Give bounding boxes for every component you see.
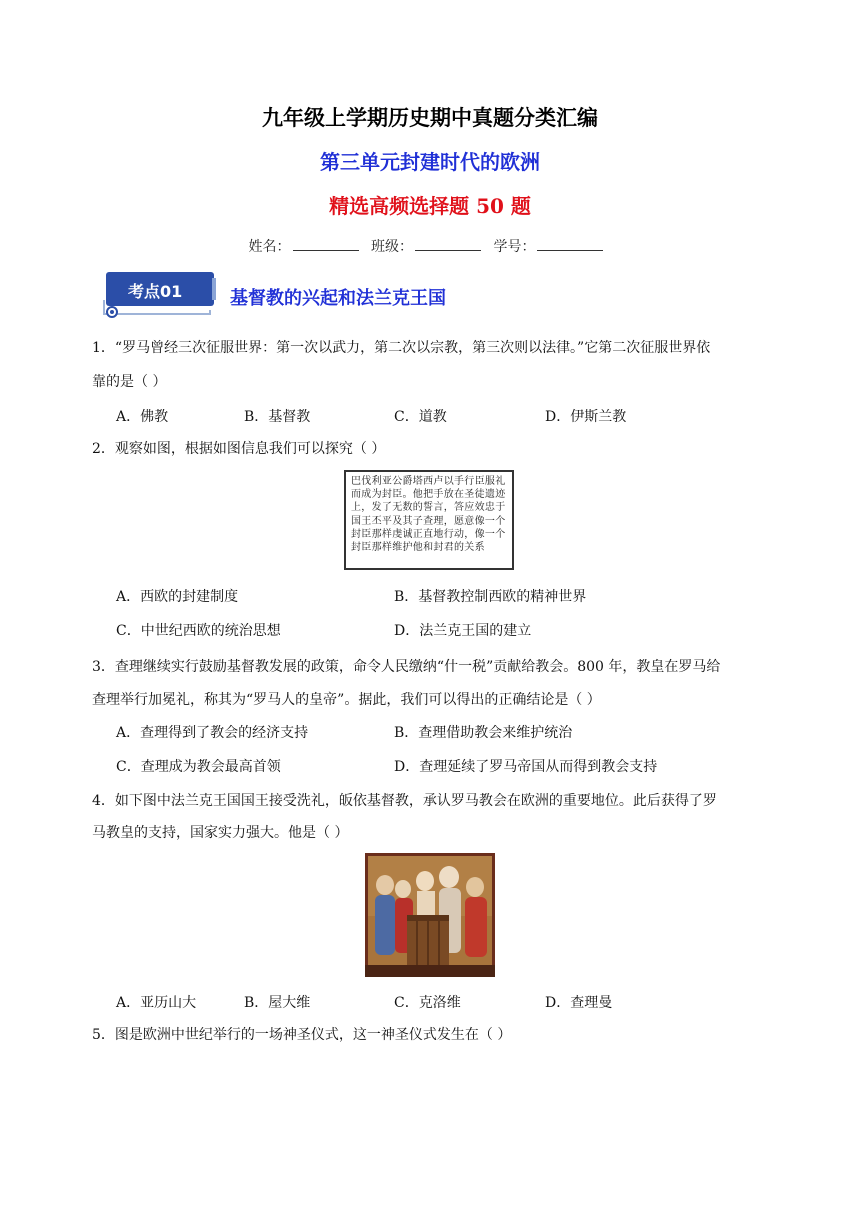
document-title: 九年级上学期历史期中真题分类汇编 [262,105,598,130]
question-1-line-1: 1．“罗马曾经三次征服世界：第一次以武力，第二次以宗教，第三次则以法律。”它第二次征服世界依 [92,340,711,356]
q1-option-b: B．基督教 [244,409,311,425]
q4-option-d: D．查理曼 [545,995,613,1011]
student-info-line [0,236,860,256]
question-1-line-2: 靠的是（ ） [92,374,167,390]
q3-option-b: B．查理借助教会来维护统治 [394,725,573,741]
class-label: 班级： [371,239,413,255]
question-3-line-1: 3．查理继续实行鼓励基督教发展的政策，命令人民缴纳“什一税”贡献给教会。800 年，教皇在罗马给 [92,659,721,675]
q4-option-a: A．亚历山大 [116,995,197,1011]
q3-option-d: D．查理延续了罗马帝国从而得到教会支持 [394,759,658,775]
section-badge [100,270,218,320]
name-label: 姓名： [248,239,291,255]
badge-label: 考点01 [128,282,183,301]
class-blank [415,238,481,251]
unit-title: 第三单元封建时代的欧洲 [320,150,540,174]
subtitle: 精选高频选择题 50 题 [329,194,531,218]
q1-option-c: C．道教 [394,409,447,425]
question-2-line-1: 2．观察如图，根据如图信息我们可以探究（ ） [92,441,386,457]
name-blank [293,238,359,251]
q3-option-c: C．查理成为教会最高首领 [116,759,281,775]
q2-option-c: C．中世纪西欧的统治思想 [116,623,281,639]
q4-option-b: B．屋大维 [244,995,311,1011]
q2-option-a: A．西欧的封建制度 [116,589,239,605]
q3-option-a: A．查理得到了教会的经济支持 [116,725,309,741]
baptism-painting-image [365,853,495,977]
q1-option-a: A．佛教 [116,409,169,425]
question-4-line-1: 4．如下图中法兰克王国国王接受洗礼，皈依基督教，承认罗马教会在欧洲的重要地位。此后获得了罗 [92,793,717,809]
question-5-line-1: 5．图是欧洲中世纪举行的一场神圣仪式，这一神圣仪式发生在（ ） [92,1027,512,1043]
question-4-line-2: 马教皇的支持，国家实力强大。他是（ ） [92,825,349,841]
section-title: 基督教的兴起和法兰克王国 [230,288,446,309]
question-3-line-2: 查理举行加冕礼，称其为“罗马人的皇帝”。据此，我们可以得出的正确结论是（ ） [92,692,601,708]
q2-option-b: B．基督教控制西欧的精神世界 [394,589,587,605]
number-label: 学号： [493,239,536,255]
q1-option-d: D．伊斯兰教 [545,409,627,425]
number-blank [537,238,603,251]
q4-option-c: C．克洛维 [394,995,461,1011]
q2-option-d: D．法兰克王国的建立 [394,623,532,639]
q2-source-image: 巴伐利亚公爵塔西卢以手行臣服礼而成为封臣。他把手放在圣徒遗迹上，发了无数的誓言，答应效忠于国王丕平及其子查理，愿意像一个封臣那样虔诚正直地行动，像一个封臣那样维护他和封君的关系 [344,470,514,570]
